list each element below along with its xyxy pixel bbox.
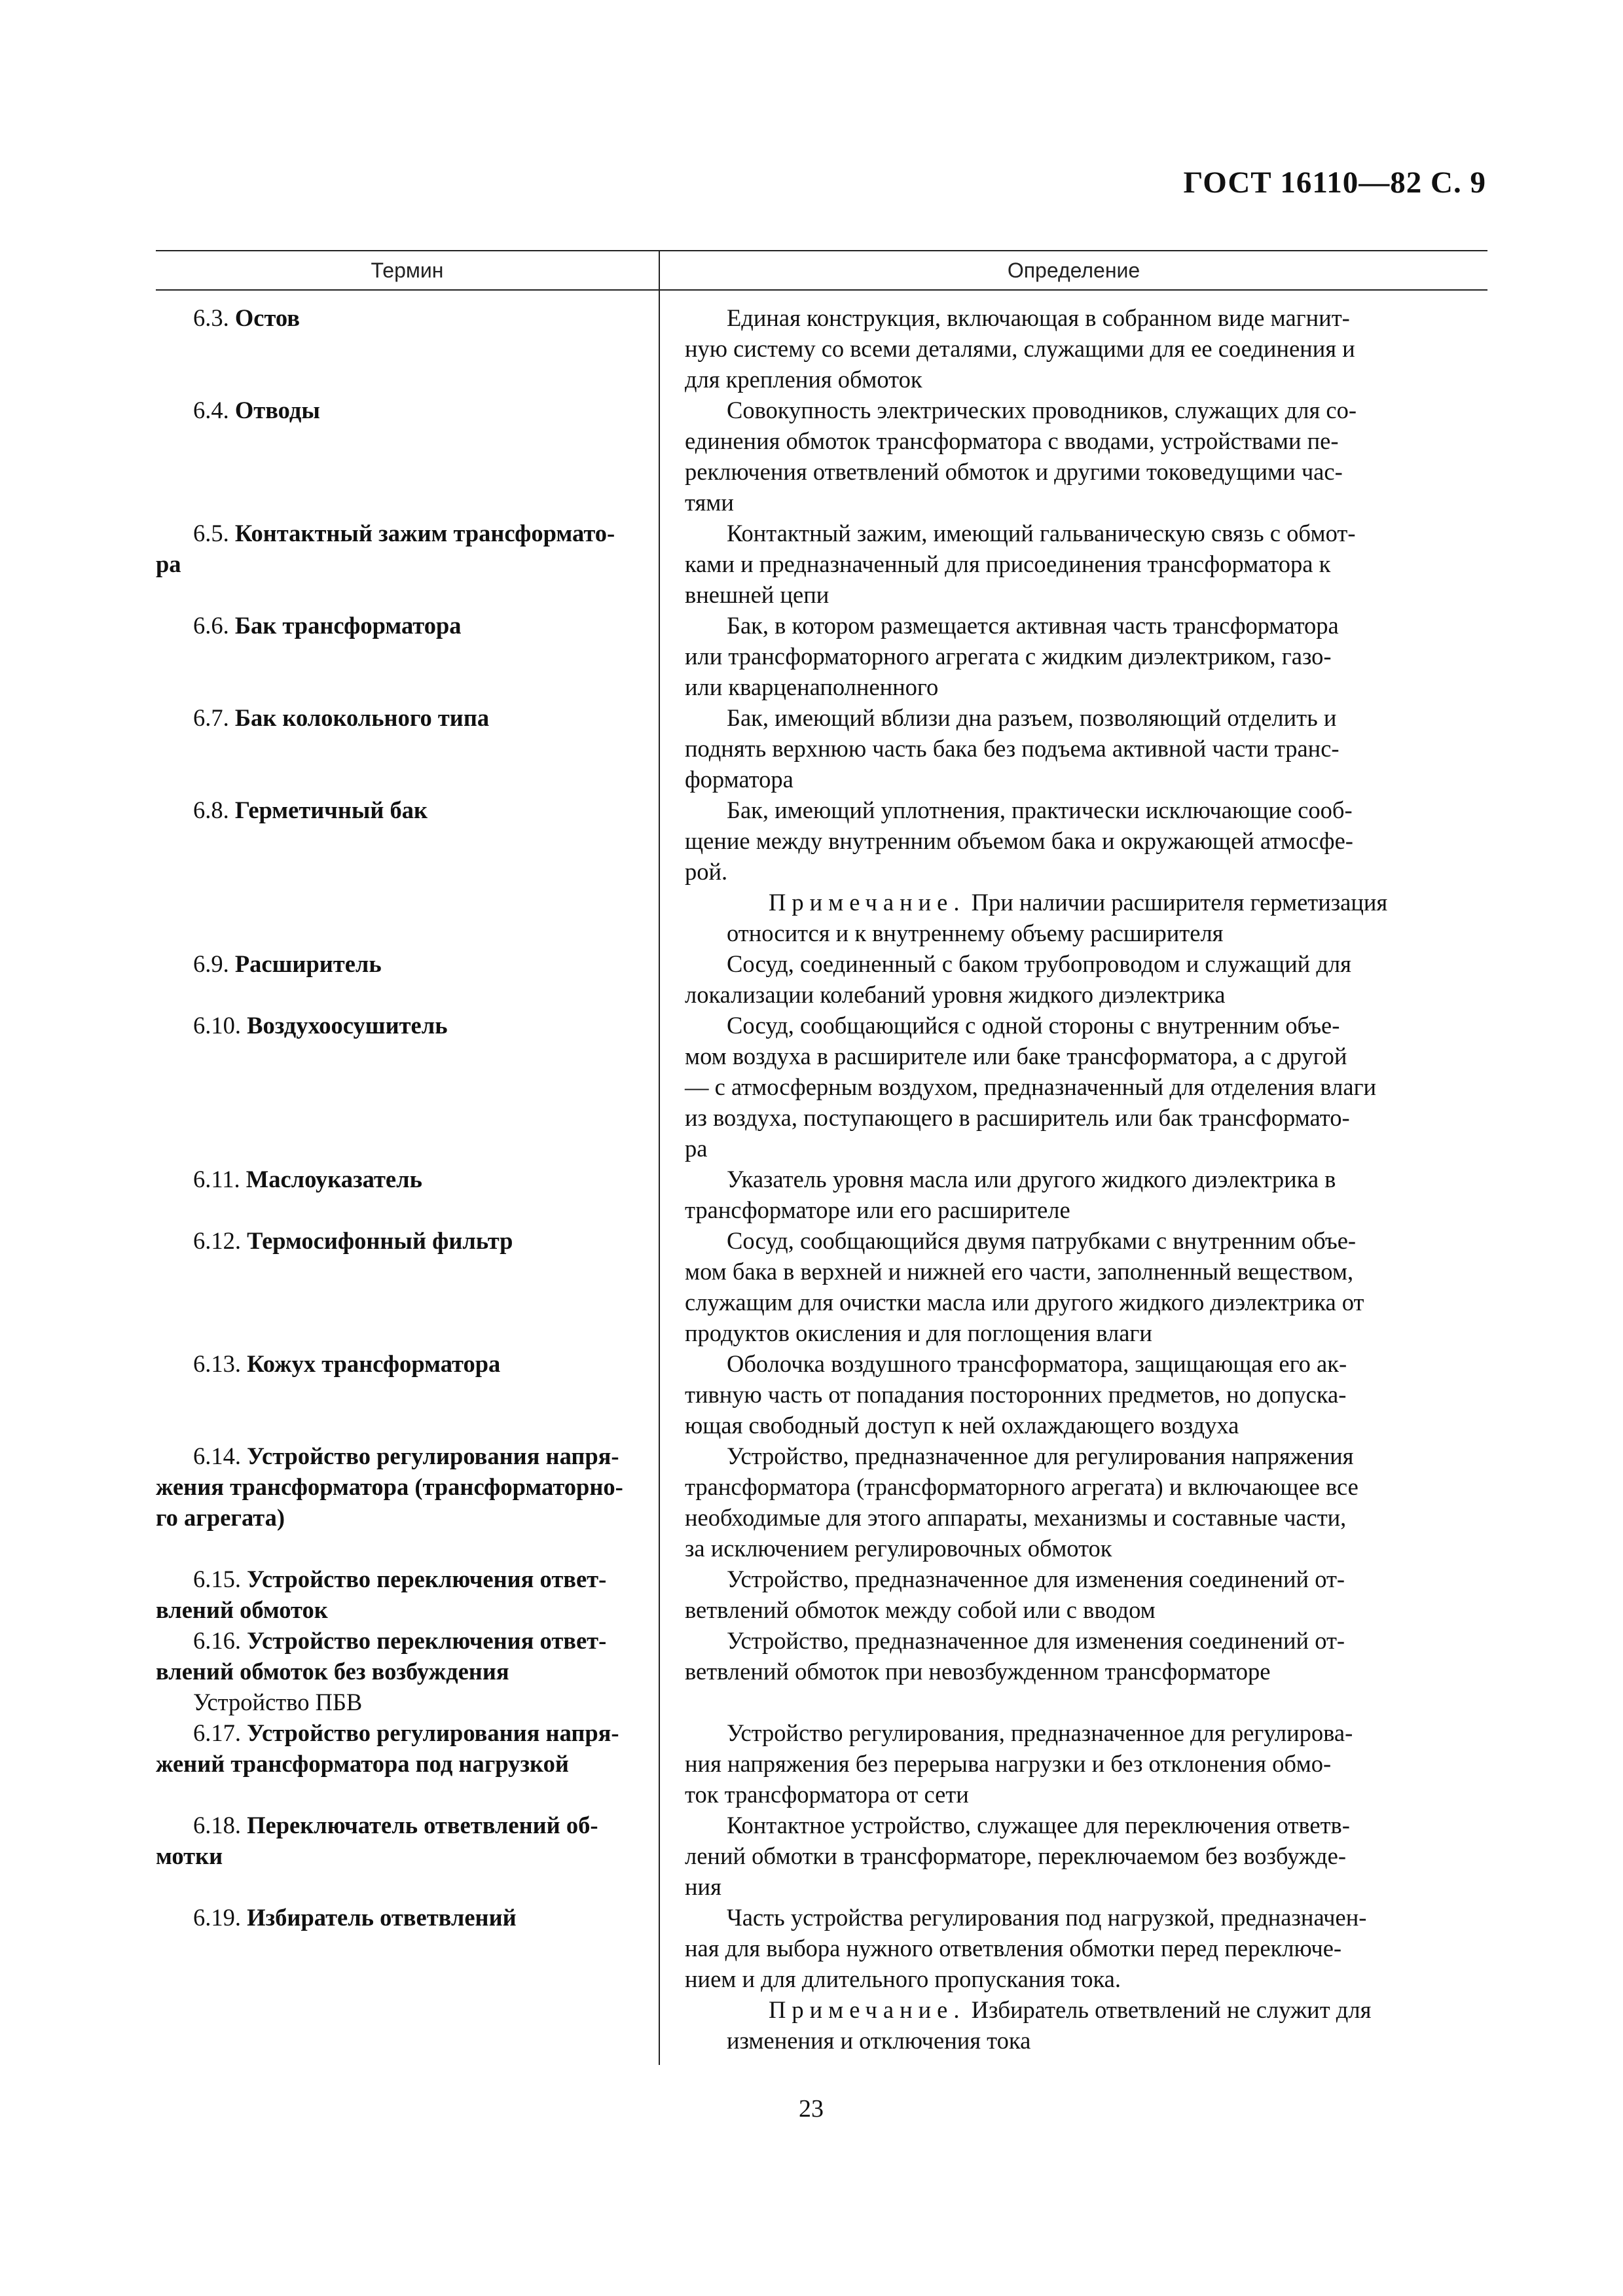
term-text: Остов [234,304,300,331]
definition-line: Совокупность электрических проводников, служащих для со- [727,397,1357,423]
definition-note [685,887,1487,948]
definition-line: Сосуд, соединенный с баком трубопроводом и служащий для [727,950,1351,977]
note-text: При наличии расширителя герметизация [971,889,1388,916]
table-row [156,610,1487,702]
term-cell [156,1810,659,1902]
definition-line: трансформатора (трансформаторного агрегата) и включающее все [685,1473,1359,1500]
term-line [156,1471,644,1502]
term-line [156,1164,644,1194]
definition-line: Сосуд, сообщающийся двумя патрубками с внутренним объе- [727,1227,1357,1254]
definition-line: из воздуха, поступающего в расширитель или бак трансформато- [685,1104,1350,1131]
definition-cell [659,1164,1487,1225]
definition-line: Оболочка воздушного трансформатора, защищающая его ак- [727,1350,1347,1377]
term-line [156,518,644,548]
term-text: го агрегата) [156,1504,285,1531]
table-row [156,702,1487,795]
term-line [156,1348,644,1379]
definition-line: для крепления обмоток [685,366,922,393]
note-text: Избиратель ответвлений не служит для [971,1996,1372,2023]
term-cell [156,395,659,518]
definition-line: щение между внутренним объемом бака и окружающей атмосфе- [685,827,1353,854]
term-line [156,1810,644,1840]
term-cell [156,1625,659,1717]
definition-line: реключения ответвлений обмоток и другими токоведущими час- [685,458,1343,485]
term-cell [156,518,659,610]
definition-cell [659,610,1487,702]
term-cell [156,1441,659,1564]
definition-line: внешней цепи [685,581,830,608]
definition-line: трансформаторе или его расширителе [685,1196,1070,1223]
term-text: Бак трансформатора [234,612,462,639]
definition-line: тями [685,489,734,516]
term-text: Устройство регулирования напря- [247,1443,619,1469]
definition-line: ра [685,1135,708,1162]
term-line [156,1748,644,1779]
term-cell [156,948,659,1010]
definition-line: ющая свободный доступ к ней охлаждающего воздуха [685,1412,1239,1439]
note-line [727,1994,1487,2025]
term-number: 6.11. [193,1166,240,1193]
definition-line: нием и для длительного пропускания тока. [685,1965,1122,1992]
definition-line: ная для выбора нужного ответвления обмотки перед переключе- [685,1935,1342,1962]
term-text: влений обмоток без возбуждения [156,1658,509,1685]
definition-cell [659,1902,1487,2056]
table-row [156,518,1487,610]
term-line [156,1225,644,1256]
term-cell [156,702,659,795]
definition-line: Контактное устройство, служащее для переключения ответв- [727,1812,1350,1839]
table-row [156,1564,1487,1625]
definition-cell [659,302,1487,395]
term-line [156,702,644,733]
definition-cell [659,795,1487,948]
term-text: Бак колокольного типа [234,704,490,731]
term-text: Отводы [234,397,320,423]
table-row [156,948,1487,1010]
term-line [156,1010,644,1041]
term-text: Контактный зажим трансформато- [234,520,615,547]
definition-line: Бак, имеющий уплотнения, практически исключающие сооб- [727,797,1353,823]
table-rows [156,291,1487,2056]
definition-line: или трансформаторного агрегата с жидким диэлектриком, газо- [685,643,1332,670]
term-cell [156,302,659,395]
definition-line: Часть устройства регулирования под нагрузкой, предназначен- [727,1904,1367,1931]
definition-line: поднять верхнюю часть бака без подъема активной части транс- [685,735,1340,762]
term-cell [156,610,659,702]
term-text: жения трансформатора (трансформаторно- [156,1473,623,1500]
definition-line: тивную часть от попадания посторонних предметов, но допуска- [685,1381,1347,1408]
term-cell [156,1010,659,1164]
term-line [156,1902,644,1933]
term-number: 6.10. [193,1012,241,1039]
definition-line: единения обмоток трансформатора с вводами, устройствами пе- [685,427,1339,454]
term-cell [156,1348,659,1441]
term-number: 6.12. [193,1227,241,1254]
term-text: Термосифонный фильтр [247,1227,513,1254]
term-text: Избиратель ответвлений [247,1904,517,1931]
term-text: Маслоуказатель [246,1166,422,1193]
term-line [156,1717,644,1748]
table-row [156,1348,1487,1441]
term-line [156,1502,644,1533]
definition-line: Бак, имеющий вблизи дна разъем, позволяющий отделить и [727,704,1337,731]
term-text: мотки [156,1842,223,1869]
term-cell [156,1564,659,1625]
term-number: 6.15. [193,1566,241,1592]
definition-line: ток трансформатора от сети [685,1781,969,1808]
definition-cell [659,1225,1487,1348]
term-line [156,1441,644,1471]
definition-line: — с атмосферным воздухом, предназначенный для отделения влаги [685,1073,1377,1100]
definition-line: ную систему со всеми деталями, служащими для ее соединения и [685,335,1355,362]
table-body [156,291,1487,2056]
table-row [156,1010,1487,1164]
definition-line: Контактный зажим, имеющий гальваническую связь с обмот- [727,520,1356,547]
term-line [156,548,644,579]
term-text: жений трансформатора под нагрузкой [156,1750,569,1777]
term-text: Расширитель [234,950,382,977]
term-number: 6.16. [193,1627,241,1654]
definition-cell [659,1810,1487,1902]
term-text: Устройство регулирования напря- [247,1719,619,1746]
page-header: ГОСТ 16110—82 С. 9 [1183,166,1486,200]
term-cell [156,1717,659,1810]
definition-line: за исключением регулировочных обмоток [685,1535,1112,1562]
term-number: 6.9. [193,950,229,977]
term-text: Устройство переключения ответ- [247,1627,607,1654]
table-row [156,1164,1487,1225]
definition-cell [659,1717,1487,1810]
term-text: Устройство переключения ответ- [247,1566,607,1592]
term-text: Воздухоосушитель [247,1012,448,1039]
term-number: 6.18. [193,1812,241,1839]
term-line [156,395,644,425]
term-line [156,1625,644,1656]
term-number: 6.8. [193,797,229,823]
term-text: влений обмоток [156,1596,328,1623]
term-cell [156,1225,659,1348]
term-number: 6.19. [193,1904,241,1931]
table-row [156,1225,1487,1348]
term-abbreviation: Устройство ПБВ [193,1689,363,1715]
definition-line: Сосуд, сообщающийся с одной стороны с внутренним объе- [727,1012,1340,1039]
definition-line: или кварценаполненного [685,673,939,700]
definition-cell [659,1348,1487,1441]
term-text: Кожух трансформатора [247,1350,501,1377]
term-number: 6.7. [193,704,229,731]
definition-line: Указатель уровня масла или другого жидкого диэлектрика в [727,1166,1336,1193]
definition-cell [659,518,1487,610]
note-line: изменения и отключения тока [727,2027,1031,2054]
definition-line: локализации колебаний уровня жидкого диэлектрика [685,981,1226,1008]
definition-note [685,1994,1487,2056]
term-number: 6.6. [193,612,229,639]
definition-line: служащим для очистки масла или другого жидкого диэлектрика от [685,1289,1364,1316]
definition-line: продуктов окисления и для поглощения влаги [685,1319,1152,1346]
definition-line: Устройство, предназначенное для изменения соединений от- [727,1566,1345,1592]
term-line [156,1594,644,1625]
definition-line: мом бака в верхней и нижней его части, заполненный веществом, [685,1258,1354,1285]
term-line [156,795,644,825]
term-cell [156,795,659,948]
definition-line: лений обмотки в трансформаторе, переключаемом без возбужде- [685,1842,1346,1869]
table-row [156,1625,1487,1717]
note-label: Примечание. [769,1996,966,2023]
term-cell [156,1164,659,1225]
definition-cell [659,1564,1487,1625]
definition-line: Устройство, предназначенное для регулирования напряжения [727,1443,1354,1469]
definition-line: рой. [685,858,728,885]
table-column-header [156,251,1487,289]
definition-line: необходимые для этого аппараты, механизмы и составные части, [685,1504,1347,1531]
column-divider-body [659,291,660,2065]
definition-line: ния напряжения без перерыва нагрузки и без отклонения обмо- [685,1750,1332,1777]
terms-table [156,250,1487,2056]
definition-line: Бак, в котором размещается активная часть трансформатора [727,612,1339,639]
term-line [156,948,644,979]
term-text: ра [156,550,181,577]
table-row [156,1441,1487,1564]
term-text: Герметичный бак [234,797,428,823]
definition-line: ния [685,1873,721,1900]
term-line [156,1840,644,1871]
term-number: 6.5. [193,520,229,547]
definition-line: Единая конструкция, включающая в собранном виде магнит- [727,304,1350,331]
definition-line: Устройство, предназначенное для изменения соединений от- [727,1627,1345,1654]
term-text: Переключатель ответвлений об- [247,1812,598,1839]
term-number: 6.4. [193,397,229,423]
definition-cell [659,395,1487,518]
definition-cell [659,1441,1487,1564]
page-number: 23 [799,2095,824,2123]
table-row [156,1810,1487,1902]
table-row [156,795,1487,948]
term-line [156,1656,644,1687]
term-number: 6.17. [193,1719,241,1746]
term-number: 6.14. [193,1443,241,1469]
definition-line: ками и предназначенный для присоединения трансформатора к [685,550,1331,577]
term-line [156,610,644,641]
definition-line: ветвлений обмоток при невозбужденном трансформаторе [685,1658,1271,1685]
term-line [156,1564,644,1594]
note-line [727,887,1487,918]
term-cell [156,1902,659,2056]
definition-cell [659,948,1487,1010]
table-row [156,395,1487,518]
column-header-definition: Определение [1007,258,1140,282]
table-row [156,1717,1487,1810]
term-number: 6.3. [193,304,229,331]
definition-line: мом воздуха в расширителе или баке трансформатора, а с другой [685,1043,1347,1069]
definition-cell [659,702,1487,795]
term-line [156,302,644,333]
definition-line: Устройство регулирования, предназначенное для регулирова- [727,1719,1353,1746]
definition-line: форматора [685,766,793,793]
table-row [156,302,1487,395]
note-label: Примечание. [769,889,966,916]
column-header-term: Термин [371,258,444,282]
term-number: 6.13. [193,1350,241,1377]
definition-cell [659,1625,1487,1717]
definition-cell [659,1010,1487,1164]
note-line: относится и к внутреннему объему расширителя [727,920,1224,946]
table-row [156,1902,1487,2056]
definition-line: ветвлений обмоток между собой или с вводом [685,1596,1156,1623]
